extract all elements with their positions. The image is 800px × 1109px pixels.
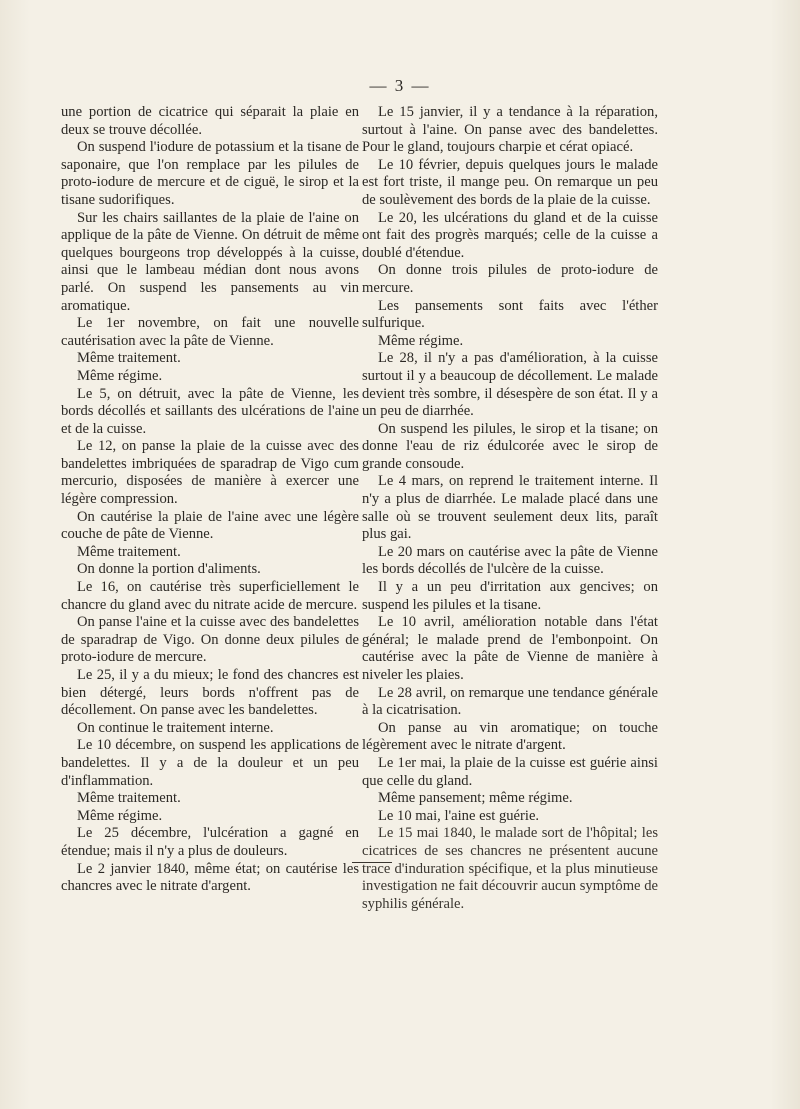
paragraph: Le 5, on détruit, avec la pâte de Vienne, les bords décollés et saillants des ulcérations de l'aine et de la cuisse. (61, 385, 359, 437)
paragraph: Même traitement. (77, 350, 181, 367)
paragraph: On panse l'aine et la cuisse avec des bandelettes de sparadrap de Vigo. On donne deux pilules de proto-iodure de mercure. (61, 614, 359, 666)
paragraph: Même traitement. (77, 543, 181, 560)
paragraph: Le 12, on panse la plaie de la cuisse avec des bandelettes imbriquées de sparadrap de Vigo cum mercurio, disposées de manière à exercer une légère compression. (61, 438, 359, 508)
paragraph: Même traitement. (77, 790, 181, 807)
paragraph: Le 15 mai 1840, le malade sort de l'hôpital; les cicatrices de ses chancres ne présentent aucune trace d'induration spécifique, et la plus minutieuse investigation ne fait découvrir aucun symptôme de syphilis générale. (362, 825, 658, 912)
paragraph: Il y a un peu d'irritation aux gencives; on suspend les pilules et la tisane. (362, 579, 658, 613)
paragraph: On suspend les pilules, le sirop et la tisane; on donne l'eau de riz édulcorée avec le sirop de grande consoude. (362, 420, 658, 472)
paragraph: Même régime. (77, 367, 163, 384)
paragraph: Le 28 avril, on remarque une tendance générale à la cicatrisation. (362, 684, 658, 719)
paragraph: une portion de cicatrice qui séparait la plaie en deux se trouve décollée. (61, 104, 359, 138)
end-rule (352, 862, 392, 863)
paragraph: Le 10 décembre, on suspend les applications de bandelettes. Il y a de la douleur et un peu d'inflammation. (61, 737, 359, 789)
paragraph: On cautérise la plaie de l'aine avec une légère couche de pâte de Vienne. (61, 508, 359, 543)
paragraph: Le 15 janvier, il y a tendance à la réparation, surtout à l'aine. On panse avec des bandelettes. Pour le gland, toujours charpie et cérat opiacé. (362, 104, 658, 156)
paragraph: Le 10 avril, amélioration notable dans l'état général; le malade prend de l'embonpoint. On cautérise avec la pâte de Vienne de manière à niveler les plaies. (362, 614, 658, 683)
paragraph: Même régime. (378, 332, 464, 349)
paragraph: On suspend l'iodure de potassium et la tisane de saponaire, que l'on remplace par les pilules de proto-iodure de mercure et de ciguë, le sirop et la tisane sudorifiques. (61, 139, 359, 208)
paragraph: Le 28, il n'y a pas d'amélioration, à la cuisse surtout il y a beaucoup de décollement. Le malade devient très sombre, il désespère de son état. Il y a un peu de diarrhée. (362, 350, 658, 420)
right-column (362, 104, 658, 913)
paragraph: Le 1er novembre, on fait une nouvelle cautérisation avec la pâte de Vienne. (61, 315, 359, 349)
paragraph: Le 2 janvier 1840, même état; on cautérise les chancres avec le nitrate d'argent. (61, 860, 359, 895)
paragraph: Le 25, il y a du mieux; le fond des chancres est bien détergé, leurs bords n'offrent pas de décollement. On panse avec les bandelettes. (61, 667, 359, 719)
paragraph: On continue le traitement interne. (77, 719, 274, 736)
left-column (61, 104, 359, 896)
paragraph: Même régime. (77, 807, 163, 824)
paragraph: On donne la portion d'aliments. (77, 561, 261, 578)
paragraph: Le 10 février, depuis quelques jours le malade est fort triste, il mange peu. On remarque un peu de soulèvement des bords de la plaie de la cuisse. (362, 156, 658, 208)
page-number: — 3 — (369, 76, 431, 95)
paragraph: Le 20 mars on cautérise avec la pâte de Vienne les bords décollés de l'ulcère de la cuisse. (362, 543, 658, 578)
paragraph: Même pansement; même régime. (378, 790, 573, 807)
paragraph: Le 20, les ulcérations du gland et de la cuisse ont fait des progrès marqués; celle de la cuisse a doublé d'étendue. (362, 209, 658, 261)
paragraph: Le 16, on cautérise très superficiellement le chancre du gland avec du nitrate acide de mercure. (61, 579, 359, 613)
paragraph: Le 25 décembre, l'ulcération a gagné en étendue; mais il n'y a plus de douleurs. (61, 825, 359, 859)
paragraph: Le 10 mai, l'aine est guérie. (378, 807, 540, 824)
paragraph: Sur les chairs saillantes de la plaie de l'aine on applique de la pâte de Vienne. On détruit de même quelques bourgeons trop développés à la cuisse, ainsi que le lambeau médian dont nous avons parlé. On suspend les pansements au vin aromatique. (61, 209, 359, 314)
paragraph: On panse au vin aromatique; on touche légèrement avec le nitrate d'argent. (362, 719, 658, 754)
paragraph: Les pansements sont faits avec l'éther sulfurique. (362, 297, 658, 332)
paragraph: On donne trois pilules de proto-iodure de mercure. (362, 262, 658, 296)
paragraph: Le 1er mai, la plaie de la cuisse est guérie ainsi que celle du gland. (362, 754, 658, 789)
paragraph: Le 4 mars, on reprend le traitement interne. Il n'y a plus de diarrhée. Le malade placé dans une salle où se trouvent seulement deux lits, paraît plus gai. (362, 473, 658, 543)
